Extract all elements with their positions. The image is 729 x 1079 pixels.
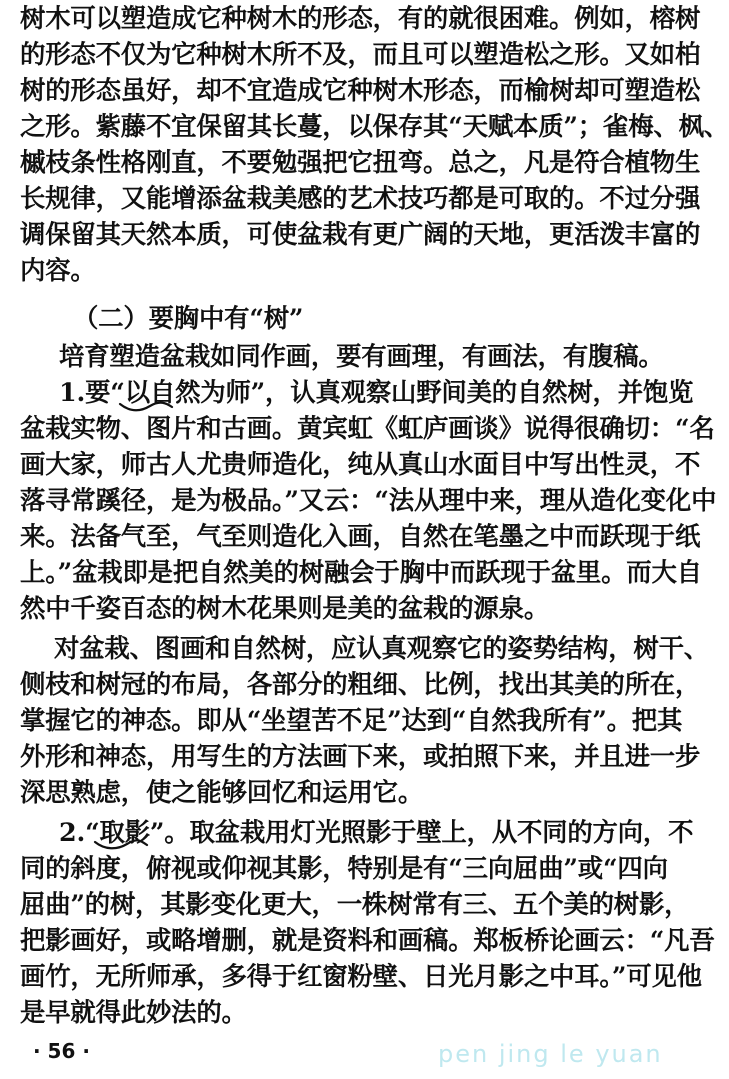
paragraph-3-line: 外形和神态，用写生的方法画下来，或拍照下来，并且进一步 [20,741,701,771]
point-1-line: 盆栽实物、图片和古画。黄宾虹《虹庐画谈》说得很确切：“名 [20,413,715,443]
point-1-line: 画大家，师古人尤贵师造化，纯从真山水面目中写出性灵，不 [20,449,701,479]
paragraph-1-line: 内容。 [20,255,96,285]
point-1-line: 1.要“以自然为师”，认真观察山野间美的自然树，并饱览 [59,377,694,407]
paragraph-3-line: 深思熟虑，使之能够回忆和运用它。 [20,777,424,807]
point-1-line: 来。法备气至，气至则造化入画，自然在笔墨之中而跃现于纸 [20,521,701,551]
paragraph-3-line: 对盆栽、图画和自然树，应认真观察它的姿势结构，树干、 [54,633,709,663]
paragraph-1-line: 的形态不仅为它种树木所不及，而且可以塑造松之形。又如柏 [20,39,701,69]
paragraph-1-line: 调保留其天然本质，可使盆栽有更广阔的天地，更活泼丰富的 [20,219,701,249]
point-1-line: 落寻常蹊径，是为极品。”又云：“法从理中来，理从造化变化中 [20,485,717,515]
point-2-line: 同的斜度，俯视或仰视其影，特别是有“三向屈曲”或“四向 [20,853,668,883]
point-1-line: 然中千姿百态的树木花果则是美的盆栽的源泉。 [20,593,550,623]
point-2-line: 是早就得此妙法的。 [20,997,247,1027]
section-heading: （二）要胸中有“树” [73,303,304,333]
paragraph-3-line: 掌握它的神态。即从“坐望苦不足”达到“自然我所有”。把其 [20,705,683,735]
paragraph-1-line: 槭枝条性格刚直，不要勉强把它扭弯。总之，凡是符合植物生 [20,147,701,177]
point-2-line: 屈曲”的树，其影变化更大，一株树常有三、五个美的树影， [20,889,690,919]
point-2-line: 画竹，无所师承，多得于红窗粉壁、日光月影之中耳。”可见他 [20,961,702,991]
paragraph-1-line: 树的形态虽好，却不宜造成它种树木形态，而榆树却可塑造松 [20,75,701,105]
page-number: · 56 · [33,1039,90,1063]
point-2-line: 把影画好，或略增删，就是资料和画稿。郑板桥论画云：“凡吾 [20,925,715,955]
paragraph-1-line: 树木可以塑造成它种树木的形态，有的就很困难。例如，榕树 [20,3,701,33]
paragraph-1-line: 长规律，又能增添盆栽美感的艺术技巧都是可取的。不过分强 [20,183,701,213]
paragraph-1-line: 之形。紫藤不宜保留其长蔓，以保存其“天赋本质”；雀梅、枫、 [20,111,729,141]
point-1-line: 上。”盆栽即是把自然美的树融会于胸中而跃现于盆里。而大自 [20,557,702,587]
paragraph-3-line: 侧枝和树冠的布局，各部分的粗细、比例，找出其美的所在， [20,669,701,699]
watermark: pen jing le yuan [438,1040,663,1068]
handwritten-underline-mark [116,398,176,418]
intro-line: 培育塑造盆栽如同作画，要有画理，有画法，有腹稿。 [59,341,664,371]
handwritten-underline-mark [92,835,150,855]
point-2-line: 2.“取影”。取盆栽用灯光照影于壁上，从不同的方向，不 [59,817,694,847]
